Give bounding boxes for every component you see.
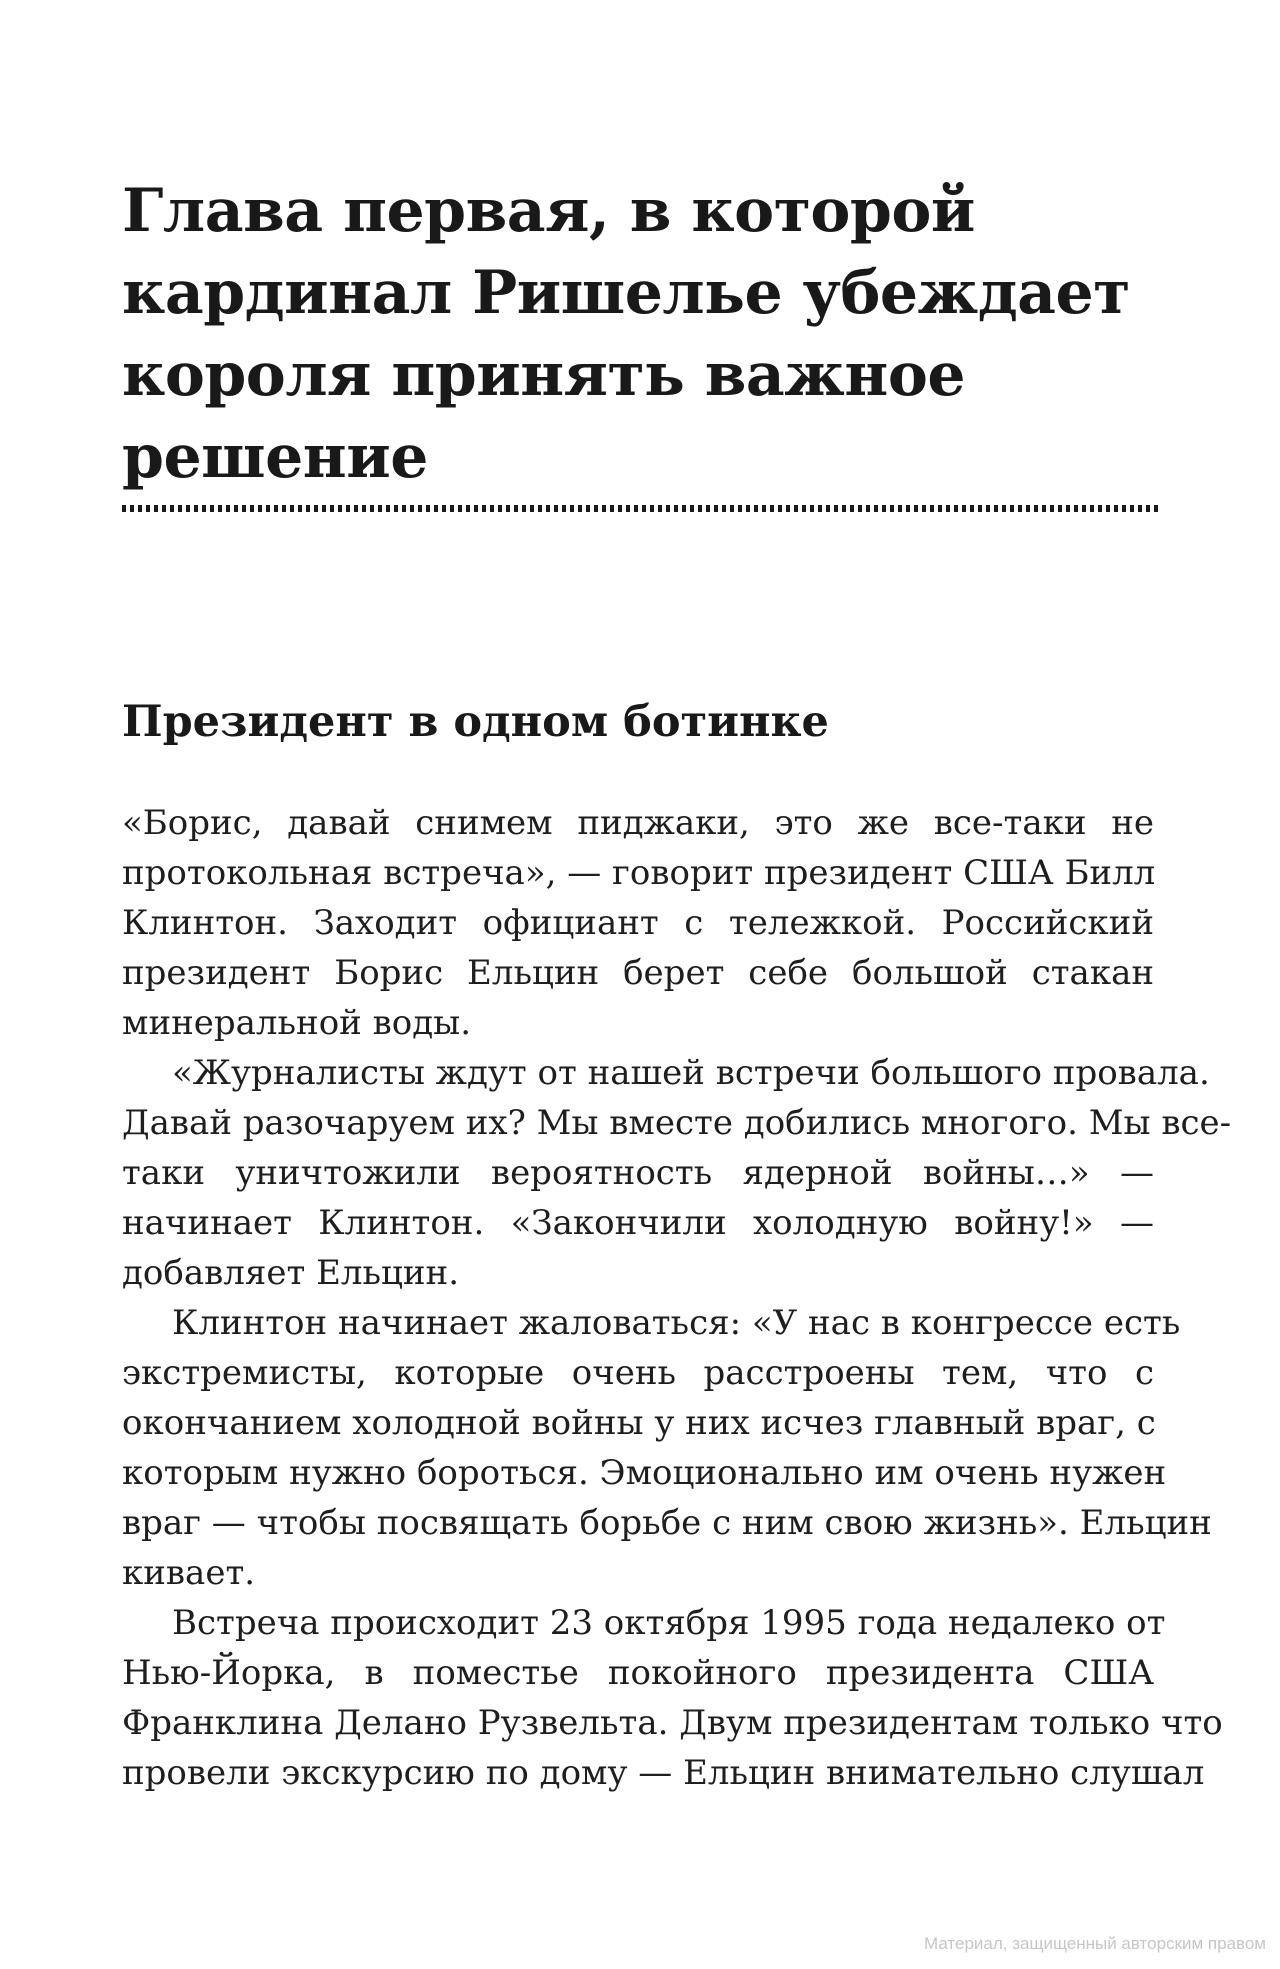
text-line: Нью-Йорка, в поместье покойного президента США xyxy=(122,1653,1154,1693)
dotted-divider xyxy=(122,505,1158,512)
text-line: провели экскурсию по дому — Ельцин внимательно слушал xyxy=(122,1753,1205,1793)
text-line: «Борис, давай снимем пиджаки, это же все-таки не xyxy=(122,803,1154,843)
paragraph xyxy=(122,1048,1232,1298)
text-line: таки уничтожили вероятность ядерной войны…» — xyxy=(122,1153,1154,1193)
text-column xyxy=(122,0,1232,1798)
text-line: Клинтон. Заходит официант с тележкой. Российский xyxy=(122,903,1154,943)
chapter-title xyxy=(122,0,1154,498)
section-heading: Президент в одном ботинке xyxy=(122,697,829,747)
chapter-title-line: кардинал Ришелье убеждает xyxy=(122,258,1130,328)
paragraph xyxy=(122,1598,1223,1798)
text-line: начинает Клинтон. «Закончили холодную войну!» — xyxy=(122,1203,1154,1243)
chapter-title-line: короля принять важное xyxy=(122,340,966,410)
text-line: враг — чтобы посвящать борьбе с ним свою жизнь». Ельцин xyxy=(122,1503,1212,1543)
text-line: которым нужно бороться. Эмоционально им очень нужен xyxy=(122,1453,1167,1493)
text-line: Давай разочаруем их? Мы вместе добились многого. Мы все- xyxy=(122,1103,1232,1143)
copyright-notice: Материал, защищенный авторским правом xyxy=(923,1934,1266,1953)
text-line: минеральной воды. xyxy=(122,1003,472,1043)
chapter-title-line: Глава первая, в которой xyxy=(122,176,975,246)
paragraph xyxy=(122,798,1154,1048)
text-line: экстремисты, которые очень расстроены тем, что с xyxy=(122,1353,1154,1393)
article-body xyxy=(122,798,1232,1798)
text-line: президент Борис Ельцин берет себе большой стакан xyxy=(122,953,1154,993)
text-line: окончанием холодной войны у них исчез главный враг, с xyxy=(122,1403,1156,1443)
text-line: добавляет Ельцин. xyxy=(122,1253,459,1293)
text-line: «Журналисты ждут от нашей встречи большого провала. xyxy=(172,1053,1210,1093)
text-line: кивает. xyxy=(122,1553,256,1593)
paragraph xyxy=(122,1298,1212,1598)
text-line: Встреча происходит 23 октября 1995 года недалеко от xyxy=(172,1603,1166,1643)
text-line: Клинтон начинает жаловаться: «У нас в конгрессе есть xyxy=(172,1303,1181,1343)
text-line: Франклина Делано Рузвельта. Двум президентам только что xyxy=(122,1703,1223,1743)
text-line: протокольная встреча», — говорит президент США Билл xyxy=(122,853,1156,893)
chapter-title-line: решение xyxy=(122,422,428,492)
